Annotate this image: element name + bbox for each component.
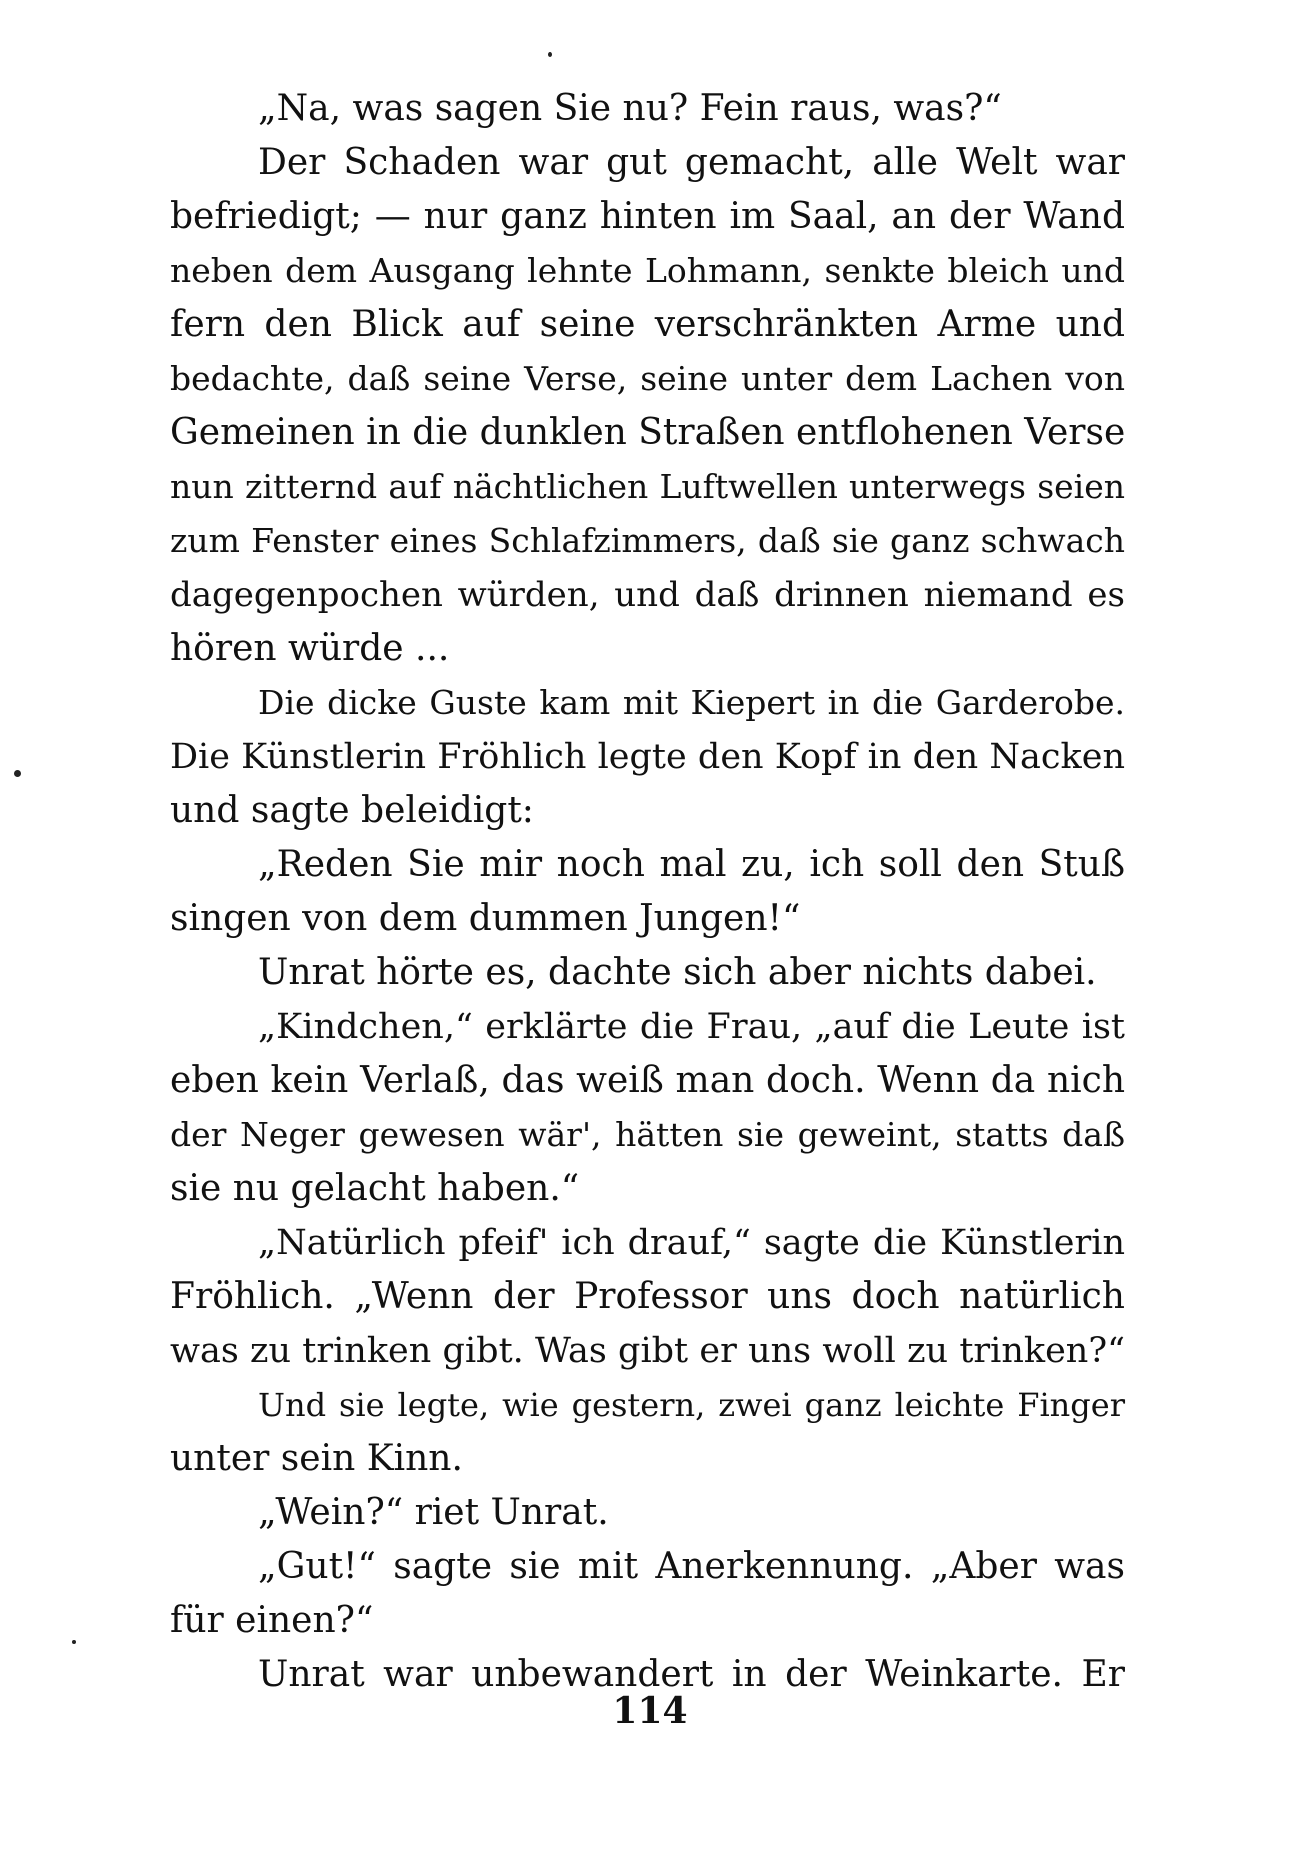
text-line: befriedigt; — nur ganz hinten im Saal, an der Wand [170, 196, 1125, 237]
text-line: Die dicke Guste kam mit Kiepert in die Garderobe. [258, 683, 1125, 722]
text-line: der Neger gewesen wär', hätten sie geweint, statts daß [170, 1115, 1125, 1154]
text-line: bedachte, daß seine Verse, seine unter dem Lachen von [170, 359, 1125, 398]
print-speck [14, 770, 21, 777]
text-line: und sagte beleidigt: [170, 790, 534, 831]
text-line: „Natürlich pfeif' ich drauf,“ sagte die Künstlerin [258, 1223, 1125, 1263]
text-line: Und sie legte, wie gestern, zwei ganz leichte Finger [258, 1386, 1125, 1424]
text-line: Der Schaden war gut gemacht, alle Welt war [258, 142, 1125, 183]
text-line: Fröhlich. „Wenn der Professor uns doch natürlich [170, 1276, 1125, 1317]
text-line: für einen?“ [170, 1600, 374, 1641]
text-line: hören würde ... [170, 628, 450, 669]
text-line: neben dem Ausgang lehnte Lohmann, senkte bleich und [170, 251, 1125, 290]
text-line: fern den Blick auf seine verschränkten Arme und [170, 304, 1125, 345]
text-line: Gemeinen in die dunklen Straßen entflohenen Verse [170, 412, 1126, 453]
print-speck [548, 52, 552, 57]
text-line: singen von dem dummen Jungen!“ [170, 898, 801, 939]
body-text [170, 82, 1125, 1702]
print-speck [72, 1640, 76, 1644]
text-line: was zu trinken gibt. Was gibt er uns woll zu trinken?“ [170, 1331, 1125, 1371]
text-line: „Na, was sagen Sie nu? Fein raus, was?“ [258, 88, 1002, 129]
text-line: „Gut!“ sagte sie mit Anerkennung. „Aber was [258, 1546, 1125, 1587]
text-line: Unrat hörte es, dachte sich aber nichts dabei. [258, 952, 1097, 993]
text-line: nun zitternd auf nächtlichen Luftwellen unterwegs seien [170, 467, 1125, 506]
text-line: zum Fenster eines Schlafzimmers, daß sie ganz schwach [170, 521, 1125, 560]
text-line: „Kindchen,“ erklärte die Frau, „auf die Leute ist [258, 1007, 1125, 1047]
text-line: Die Künstlerin Fröhlich legte den Kopf in den Nacken [170, 737, 1125, 777]
text-line: dagegenpochen würden, und daß drinnen niemand es [170, 575, 1125, 615]
text-line: Unrat war unbewandert in der Weinkarte. Er [258, 1654, 1125, 1695]
page-number: 114 [612, 1690, 688, 1732]
text-line: sie nu gelacht haben.“ [170, 1168, 580, 1209]
text-line: unter sein Kinn. [170, 1438, 463, 1479]
text-line: „Reden Sie mir noch mal zu, ich soll den Stuß [258, 844, 1125, 885]
text-line: eben kein Verlaß, das weiß man doch. Wenn da nich [170, 1060, 1125, 1101]
text-line: „Wein?“ riet Unrat. [258, 1492, 609, 1533]
